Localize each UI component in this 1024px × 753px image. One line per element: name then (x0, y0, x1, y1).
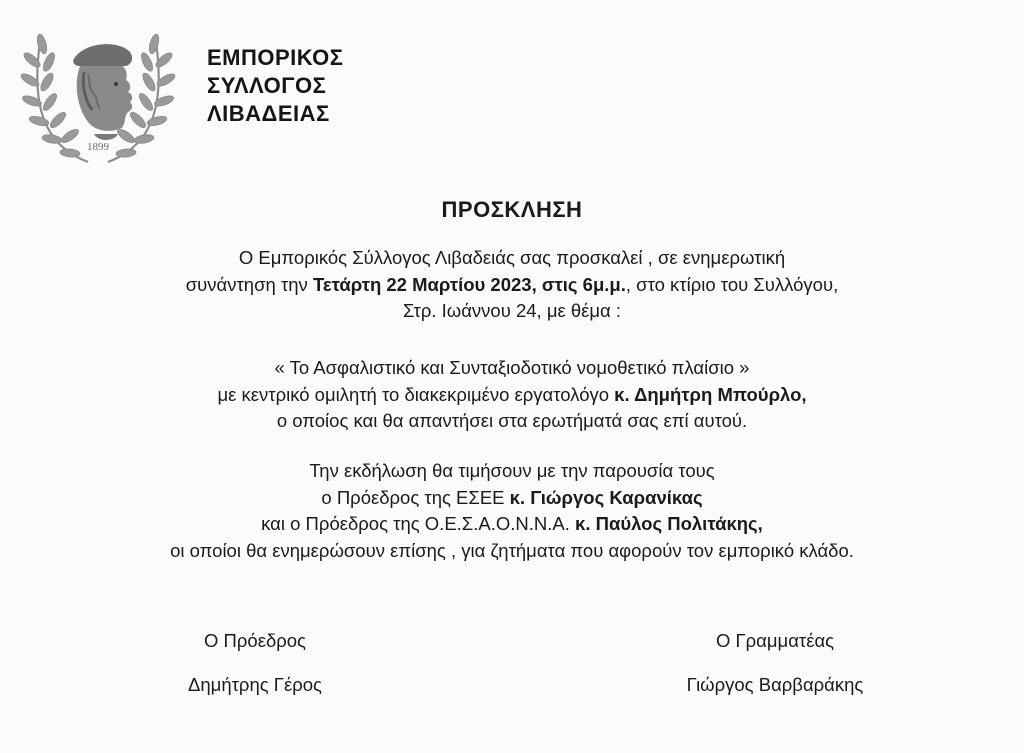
p3-line-4: οι οποίοι θα ενημερώσουν επίσης , για ζητήματα που αφορούν τον εμπορικό κλάδο. (170, 539, 854, 561)
p3-line-3 (0, 511, 1024, 538)
organization-name (207, 44, 343, 128)
invitation-title: ΠΡΟΣΚΛΗΣΗ (441, 197, 583, 222)
secretary-name: Γιώργος Βαρβαράκης (686, 674, 864, 695)
p2-line-2 (0, 382, 1024, 409)
oesaonna-president-name: κ. Παύλος Πολιτάκης, (575, 513, 763, 534)
p1-line-2-start: συνάντηση την (185, 273, 313, 295)
p3-line-2 (0, 485, 1024, 512)
org-name-line-2: ΣΥΛΛΟΓΟΣ (207, 73, 327, 98)
p1-line-3: Στρ. Ιωάννου 24, με θέμα : (402, 300, 622, 321)
secretary-role: Ο Γραμματέας (715, 630, 835, 651)
org-name-line-3: ΛΙΒΑΔΕΙΑΣ (207, 101, 330, 126)
p1-line-1: Ο Εμπορικός Σύλλογος Λιβαδειάς σας προσκαλεί , σε ενημερωτική (238, 247, 786, 268)
association-emblem-logo (18, 22, 178, 170)
head-profile-icon (73, 44, 132, 140)
invitation-paragraph-3 (0, 458, 1024, 564)
p3-line-1: Την εκδήλωση θα τιμήσουν με την παρουσία τους (309, 460, 715, 481)
president-signature-block (140, 629, 370, 697)
president-role: Ο Πρόεδρος (204, 630, 306, 651)
p3-line-2-start: ο Πρόεδρος της ΕΣΕΕ (321, 486, 510, 508)
meeting-date-time: Τετάρτη 22 Μαρτίου 2023, στις 6μ.μ. (312, 273, 626, 295)
emblem-year-text: 1899 (87, 141, 109, 153)
president-name: Δημήτρης Γέρος (188, 674, 322, 695)
p1-line-2-end: , στο κτίριο του Συλλόγου, (625, 273, 839, 295)
p2-line-1: « Το Ασφαλιστικό και Συνταξιοδοτικό νομοθετικό πλαίσιο » (274, 357, 750, 378)
esee-president-name: κ. Γιώργος Καρανίκας (509, 486, 703, 508)
invitation-paragraph-1 (0, 245, 1024, 325)
p1-line-2 (0, 272, 1024, 299)
p2-line-3: ο οποίος και θα απαντήσει στα ερωτήματά σας επί αυτού. (276, 410, 748, 431)
p3-line-3-start: και ο Πρόεδρος της Ο.Ε.Σ.Α.Ο.Ν.Ν.Α. (261, 513, 576, 534)
p2-line-2-start: με κεντρικό ομιλητή το διακεκριμένο εργατολόγο (217, 383, 615, 405)
secretary-signature-block (655, 629, 895, 697)
invitation-paragraph-2 (0, 355, 1024, 435)
org-name-line-1: ΕΜΠΟΡΙΚΟΣ (207, 45, 344, 70)
main-speaker-name: κ. Δημήτρη Μπούρλο, (614, 383, 807, 405)
